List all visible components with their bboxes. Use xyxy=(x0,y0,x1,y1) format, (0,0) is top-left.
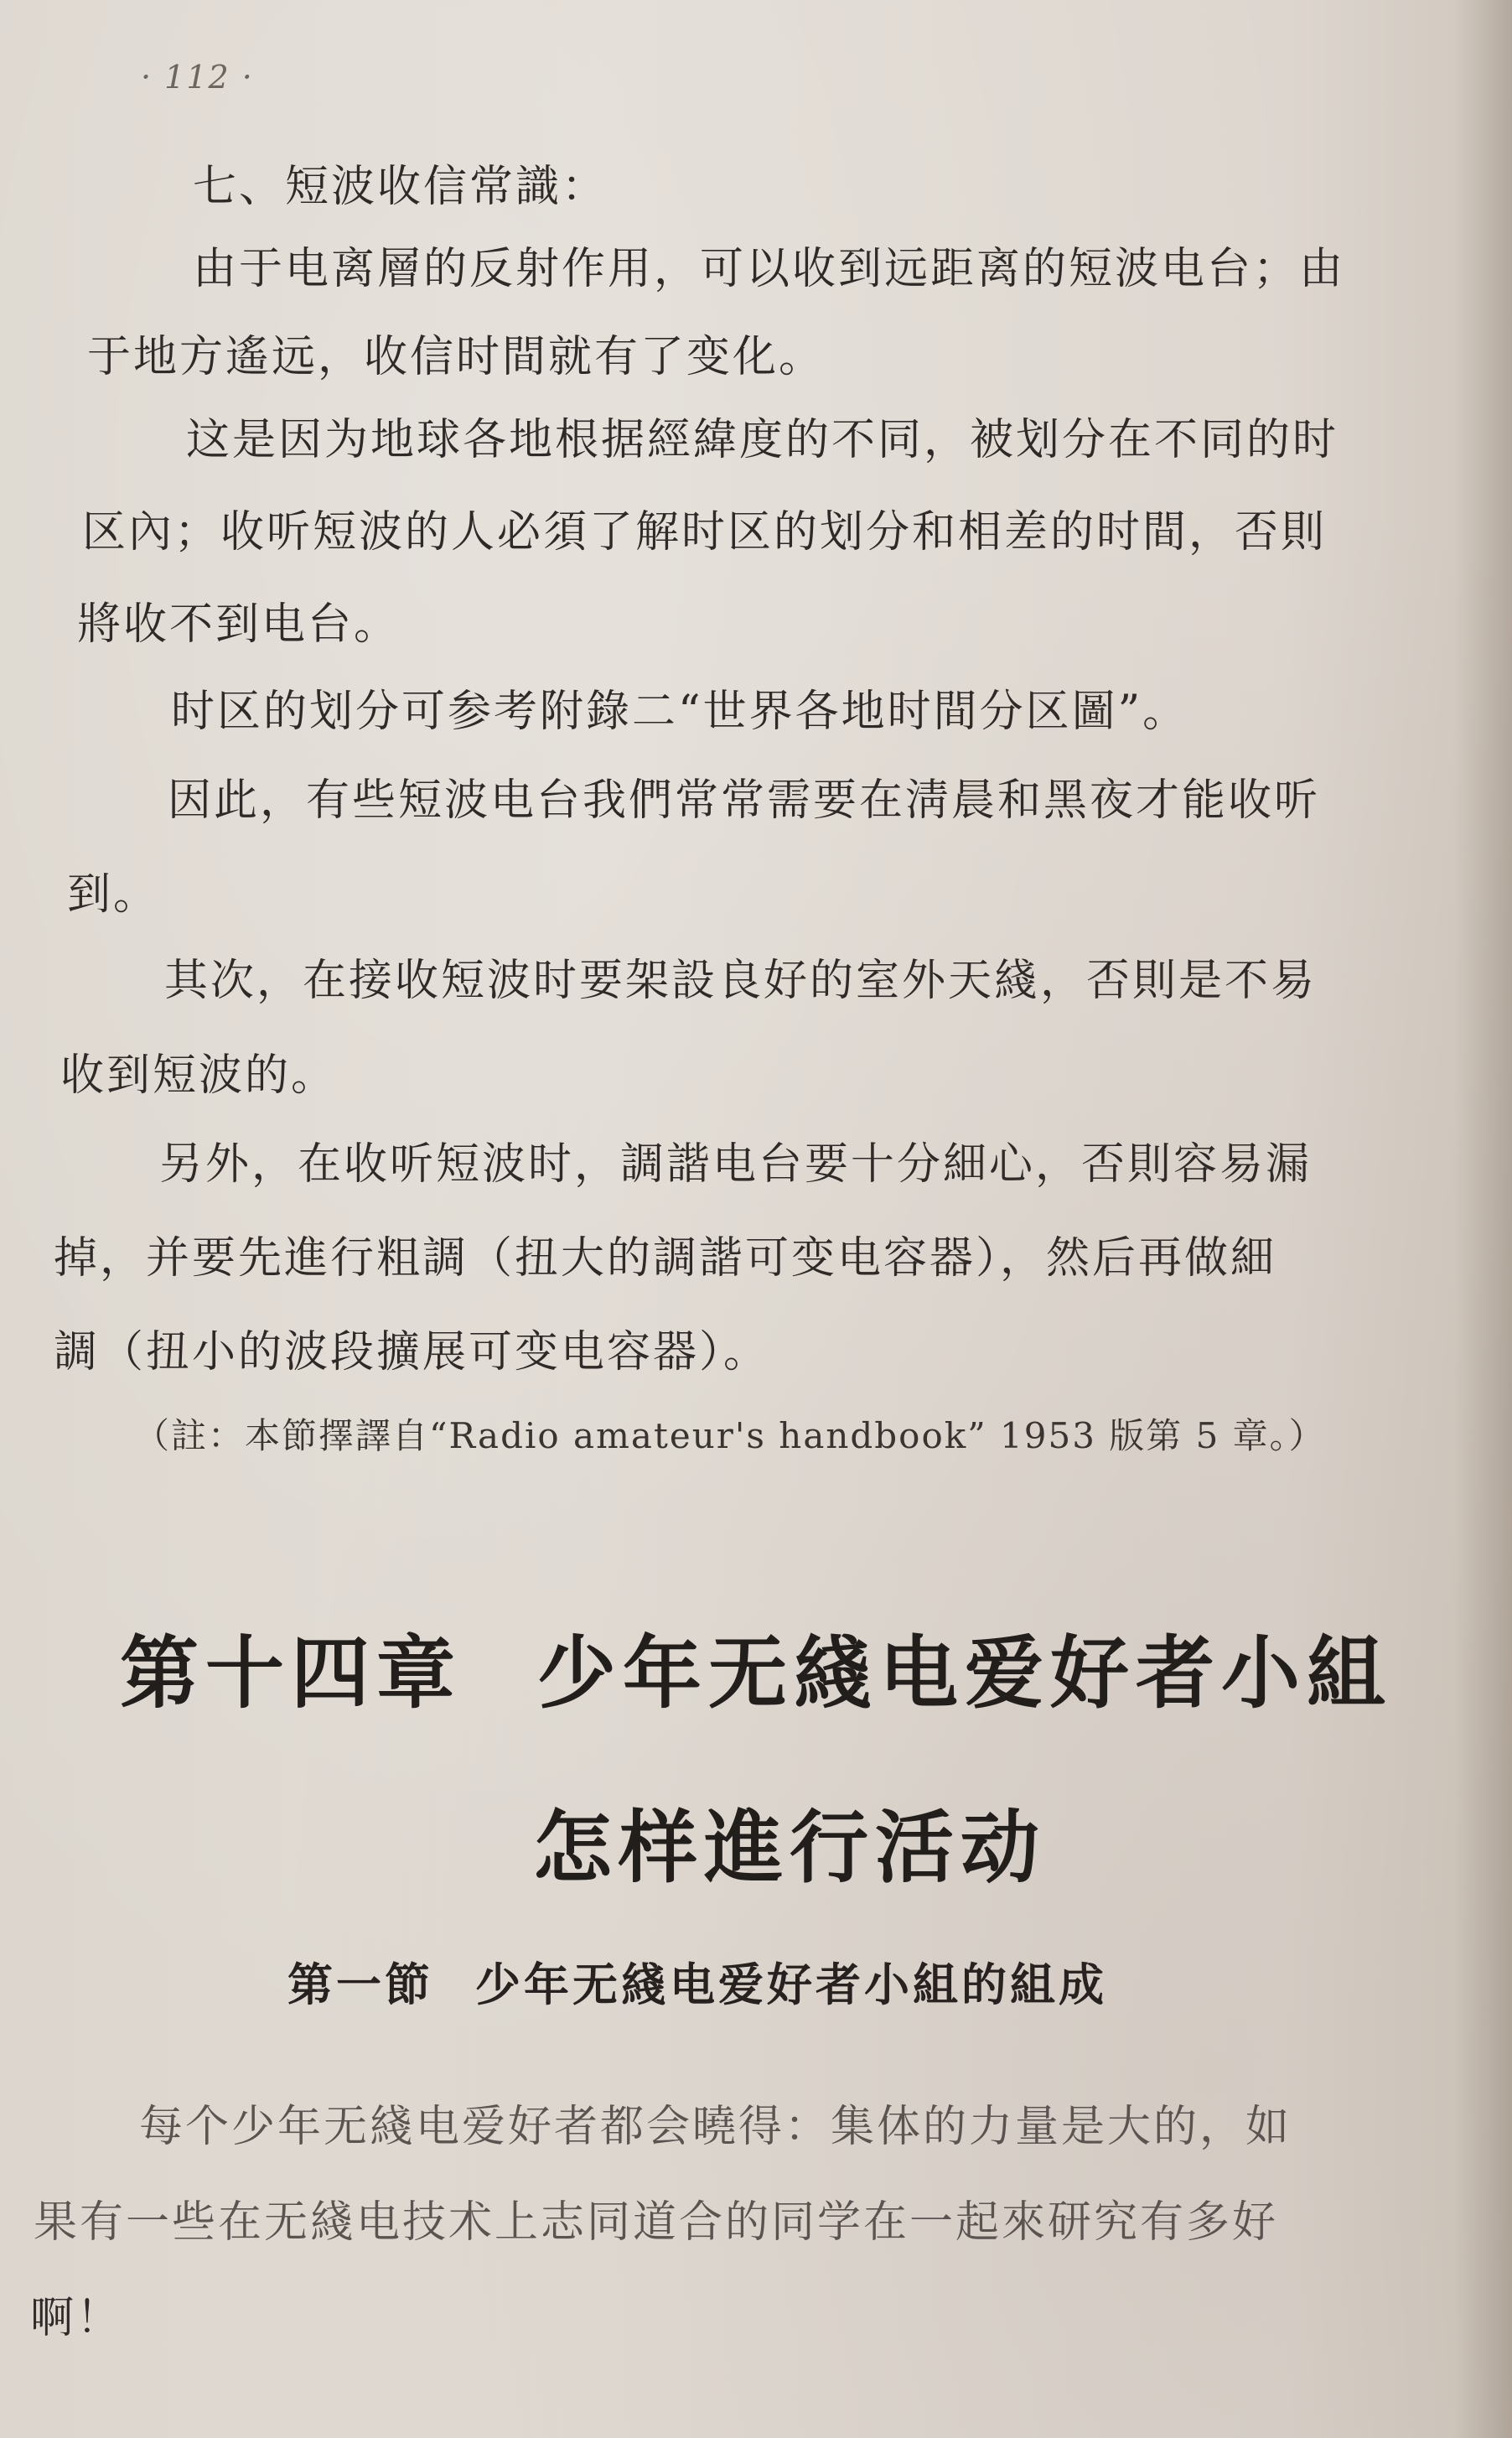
paragraph-line: 这是因为地球各地根据經緯度的不同，被划分在不同的时 xyxy=(186,415,1339,465)
paragraph-line: 时区的划分可参考附錄二“世界各地时間分区圖”。 xyxy=(171,687,1189,737)
paragraph-line: 果有一些在无綫电技术上志同道合的同学在一起來研究有多好 xyxy=(34,2197,1279,2248)
chapter-title: 少年无綫电爱好者小組 xyxy=(537,1628,1393,1720)
section-number: 第一節 xyxy=(287,1958,433,2011)
paragraph-line: 調（扭小的波段擴展可变电容器）。 xyxy=(54,1327,770,1377)
paragraph-line: 將收不到电台。 xyxy=(77,599,401,650)
paragraph-line: 于地方遙远，收信时間就有了变化。 xyxy=(87,332,826,382)
chapter-title-line2: 怎样進行活动 xyxy=(532,1803,1046,1894)
paragraph-line: 由于电离層的反射作用，可以收到远距离的短波电台；由 xyxy=(193,244,1346,294)
translation-note: （註：本節擇譯自“Radio amateur's handbook” 1953 版第 5 章。） xyxy=(134,1415,1326,1456)
page-number: · 112 · xyxy=(141,59,254,96)
paragraph-line: 其次，在接收短波时要架設良好的室外天綫，否則是不易 xyxy=(164,956,1318,1006)
paragraph-line: 啊！ xyxy=(30,2293,123,2343)
chapter-number: 第十四章 xyxy=(119,1628,462,1720)
chapter-title-line1 xyxy=(0,1610,1512,1723)
paragraph-line: 到。 xyxy=(67,869,160,920)
paragraph-line: 每个少年无綫电爱好者都会曉得：集体的力量是大的，如 xyxy=(139,2102,1292,2152)
paragraph-line: 区內；收听短波的人必須了解时区的划分和相差的时間，否則 xyxy=(82,507,1328,558)
section-title-text: 少年无綫电爱好者小組的組成 xyxy=(475,1958,1107,2011)
paragraph-line: 另外，在收听短波时，調諧电台要十分細心，否則容易漏 xyxy=(159,1139,1313,1190)
page-edge-shadow xyxy=(1453,0,1512,2438)
section-one-title xyxy=(0,1949,1453,2014)
paragraph-line: 因此，有些短波电台我們常常需要在淸晨和黑夜才能收听 xyxy=(168,775,1321,826)
section-heading: 七、短波收信常識： xyxy=(193,162,608,212)
paragraph-line: 收到短波的。 xyxy=(60,1050,338,1101)
paragraph-line: 掉，并要先進行粗調（扭大的調諧可变电容器），然后再做細 xyxy=(54,1233,1277,1284)
